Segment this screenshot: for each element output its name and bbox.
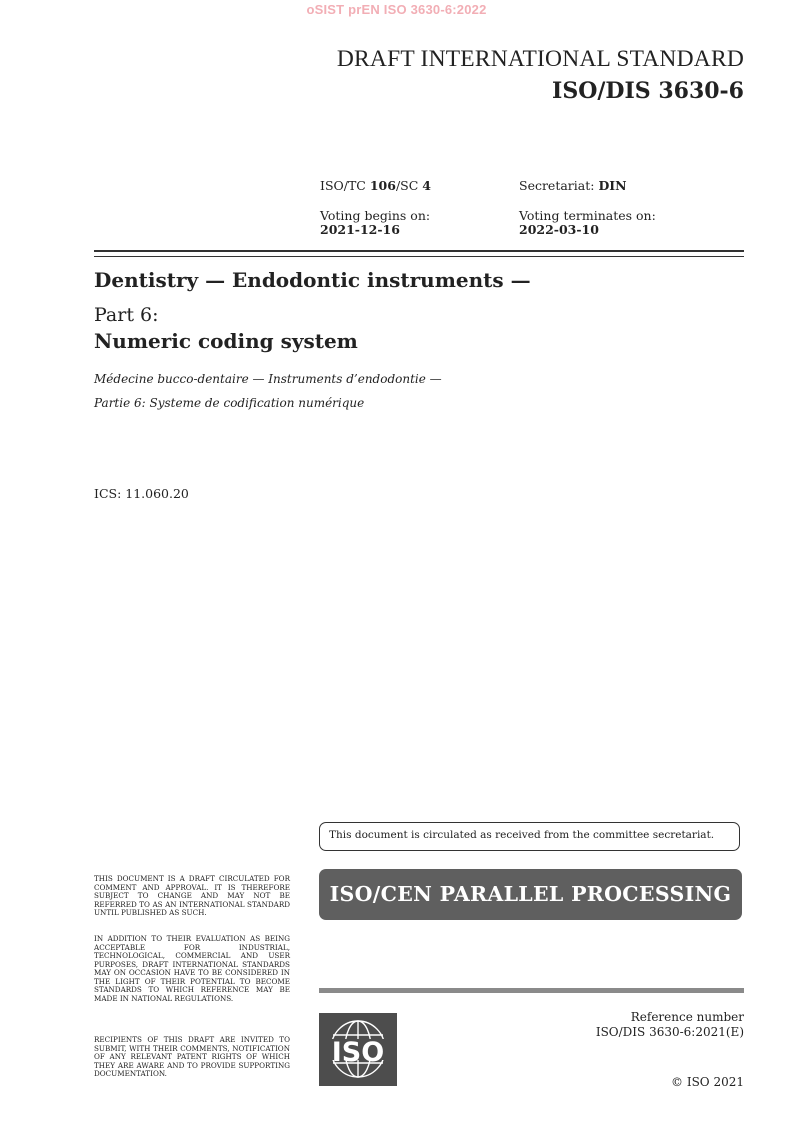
reference-label: Reference number bbox=[630, 1010, 744, 1024]
part-label: Part 6: bbox=[94, 304, 159, 326]
reference-block bbox=[596, 1010, 744, 1040]
iso-globe-icon bbox=[319, 1013, 397, 1086]
header-rule-thick bbox=[94, 250, 744, 252]
voting-begins bbox=[320, 209, 430, 237]
voting-begins-date: 2021-12-16 bbox=[320, 222, 400, 237]
iso-logo-text: ISO bbox=[331, 1037, 385, 1068]
footer-rule bbox=[319, 988, 744, 993]
disclaimer-paragraph-2: IN ADDITION TO THEIR EVALUATION AS BEING ACCEPTABLE FOR INDUSTRIAL, TECHNOLOGICAL, COMMERCIAL AND USER PURPOSES, DRAFT INTERNATIONAL STANDARDS MAY ON OCCASION HAVE TO BE CONSIDERED IN THE LIGHT OF THEIR POTENTIAL TO BECOME STANDARDS TO WHICH REFERENCE MAY BE MADE IN NATIONAL REGULATIONS. bbox=[94, 934, 290, 1003]
voting-terminates-date: 2022-03-10 bbox=[519, 222, 599, 237]
committee: ISO/TC 106/SC 4 bbox=[320, 178, 431, 193]
ics-code: ICS: 11.060.20 bbox=[94, 486, 189, 501]
document-title: Dentistry — Endodontic instruments — bbox=[94, 268, 531, 292]
header-rule-thin bbox=[94, 256, 744, 257]
french-title-line-2: Partie 6: Systeme de codification numérique bbox=[94, 396, 365, 410]
voting-terminates-label: Voting terminates on: bbox=[519, 208, 656, 223]
watermark: oSIST prEN ISO 3630-6:2022 bbox=[306, 2, 487, 17]
circulation-notice: This document is circulated as received from the committee secretariat. bbox=[319, 822, 740, 851]
copyright: © ISO 2021 bbox=[671, 1075, 744, 1089]
secretariat: Secretariat: DIN bbox=[519, 178, 627, 193]
document-type: DRAFT INTERNATIONAL STANDARD bbox=[336, 46, 744, 72]
french-title-line-1: Médecine bucco-dentaire — Instruments d’endodontie — bbox=[94, 372, 442, 386]
iso-logo bbox=[319, 1013, 397, 1086]
voting-terminates bbox=[519, 209, 656, 237]
part-title: Numeric coding system bbox=[94, 329, 358, 353]
disclaimer-paragraph-3: RECIPIENTS OF THIS DRAFT ARE INVITED TO SUBMIT, WITH THEIR COMMENTS, NOTIFICATION OF ANY RELEVANT PATENT RIGHTS OF WHICH THEY ARE AWARE AND TO PROVIDE SUPPORTING DOCUMENTATION. bbox=[94, 1035, 290, 1078]
reference-number: ISO/DIS 3630-6:2021(E) bbox=[595, 1025, 744, 1039]
parallel-processing-banner: ISO/CEN PARALLEL PROCESSING bbox=[319, 869, 742, 920]
disclaimer-paragraph-1: THIS DOCUMENT IS A DRAFT CIRCULATED FOR COMMENT AND APPROVAL. IT IS THEREFORE SUBJECT TO CHANGE AND MAY NOT BE REFERRED TO AS AN INTERNATIONAL STANDARD UNTIL PUBLISHED AS SUCH. bbox=[94, 874, 290, 917]
document-number: ISO/DIS 3630-6 bbox=[552, 78, 744, 104]
voting-begins-label: Voting begins on: bbox=[320, 208, 431, 223]
